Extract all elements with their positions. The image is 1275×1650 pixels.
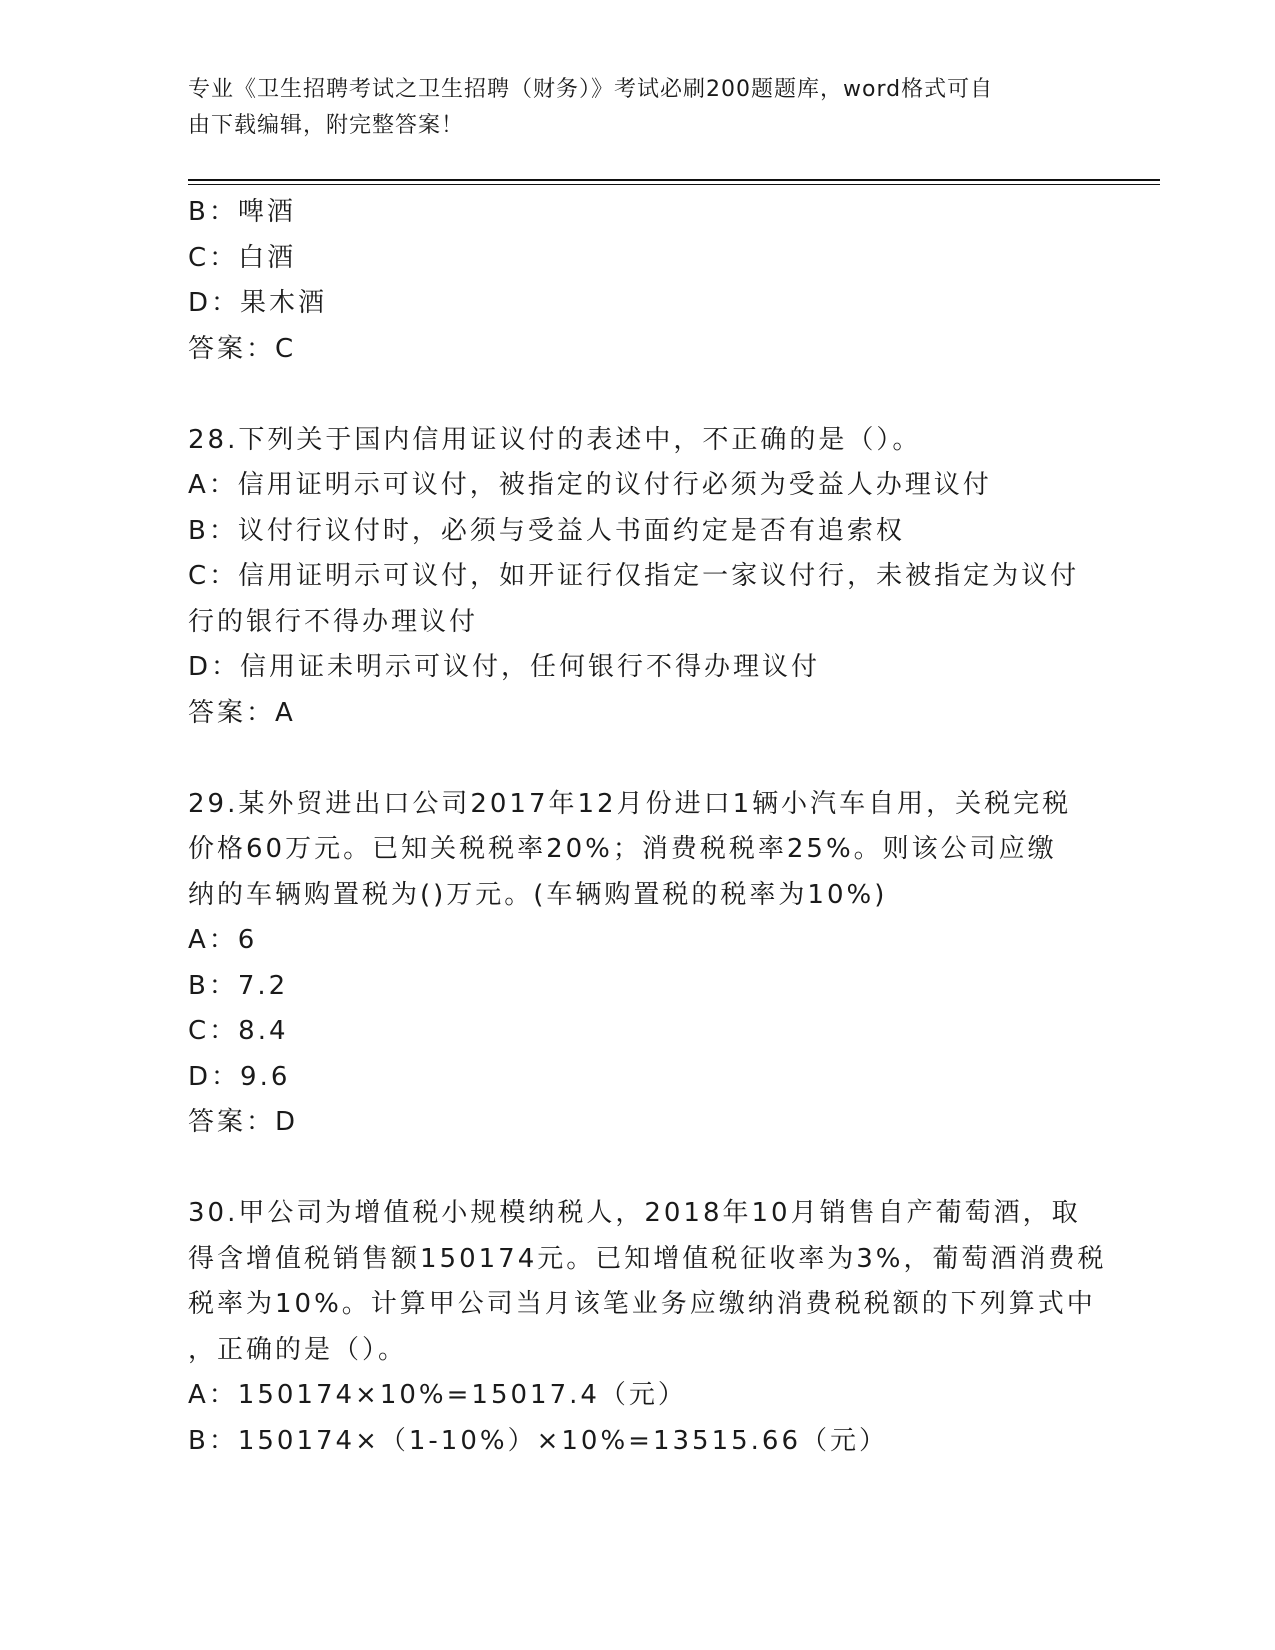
option-d: D：信用证未明示可议付，任何银行不得办理议付 [188, 652, 821, 682]
header-line-1: 专业《卫生招聘考试之卫生招聘（财务）》考试必刷200题题库，word格式可自 [188, 77, 994, 102]
question-stem: 30.甲公司为增值税小规模纳税人，2018年10月销售自产葡萄酒，取 [188, 1198, 1081, 1228]
header-line-2: 由下载编辑，附完整答案！ [188, 113, 465, 138]
spacer [188, 372, 1088, 418]
spacer [188, 1146, 1088, 1192]
question-stem: 29.某外贸进出口公司2017年12月份进口1辆小汽车自用，关税完税 [188, 788, 1072, 819]
question-stem-continued: ，正确的是（）。 [188, 1334, 408, 1365]
header-rule-thin [188, 184, 1160, 185]
question-stem-continued: 税率为10%。计算甲公司当月该笔业务应缴纳消费税税额的下列算式中 [188, 1289, 1096, 1319]
option-d: D：果木酒 [188, 288, 328, 318]
option-b: B：150174×（1-10%）×10%=13515.66（元） [188, 1425, 889, 1456]
question-30 [188, 1191, 1107, 1464]
header-rule-thick [188, 179, 1160, 181]
question-stem-continued: 纳的车辆购置税为()万元。(车辆购置税的税率为10%) [188, 879, 888, 910]
option-c: C：白酒 [188, 242, 297, 273]
answer: 答案：A [188, 697, 296, 728]
option-b: B：啤酒 [188, 197, 296, 227]
option-a: A：6 [188, 925, 258, 955]
option-b: B：7.2 [188, 970, 289, 1001]
question-27 [188, 190, 1088, 372]
question-stem-continued: 得含增值税销售额150174元。已知增值税征收率为3%，葡萄酒消费税 [188, 1243, 1107, 1274]
question-stem: 28.下列关于国内信用证议付的表述中，不正确的是（）。 [188, 424, 922, 455]
question-list [188, 190, 1107, 1464]
answer: 答案：D [188, 1107, 299, 1137]
question-28 [188, 418, 1088, 737]
option-c-continued: 行的银行不得办理议付 [188, 606, 479, 637]
option-a: A：150174×10%=15017.4（元） [188, 1380, 687, 1410]
option-c: C：信用证明示可议付，如开证行仅指定一家议付行，未被指定为议付 [188, 561, 1080, 591]
option-a: A：信用证明示可议付，被指定的议付行必须为受益人办理议付 [188, 470, 992, 500]
option-b: B：议付行议付时，必须与受益人书面约定是否有追索权 [188, 515, 905, 546]
question-29 [188, 782, 1088, 1146]
question-stem-continued: 价格60万元。已知关税税率20%；消费税税率25%。则该公司应缴 [188, 834, 1057, 864]
answer: 答案：C [188, 333, 297, 364]
spacer [188, 736, 1088, 782]
document-header [188, 72, 1068, 144]
option-c: C：8.4 [188, 1016, 289, 1046]
option-d: D：9.6 [188, 1061, 291, 1092]
